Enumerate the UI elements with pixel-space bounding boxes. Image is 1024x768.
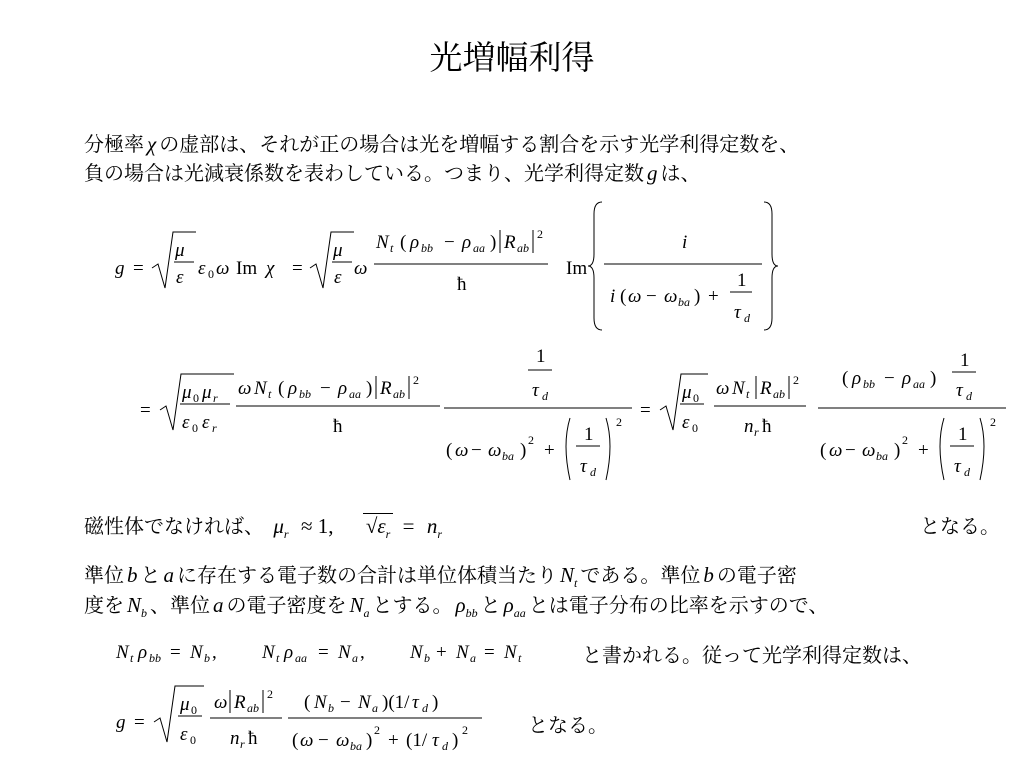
approx-one: ≈ 1, (300, 514, 334, 538)
eq2-d-b: d (590, 465, 596, 479)
eq2-sub0-a: 0 (193, 391, 199, 405)
eq2-Nt-b: N (732, 378, 745, 399)
rel-eq-2: = (318, 642, 329, 663)
eq-equals-2: = (292, 258, 303, 279)
eq2-big-paren-left-b (940, 418, 944, 480)
g-symbol: g (647, 161, 658, 185)
rel-eq-3: = (484, 642, 495, 663)
eq2-one-b: 1 (584, 424, 594, 445)
eq2-Nt: N (254, 378, 267, 399)
rho-aa-inline (501, 593, 529, 621)
eq2-rho-bb: ρ (288, 378, 298, 399)
eq2-sq-4: 2 (793, 373, 799, 387)
final-eps0-sub: 0 (190, 733, 196, 747)
para2-lead: 磁性体でなければ、 (84, 514, 264, 538)
eq2-ba-sub: ba (502, 449, 514, 463)
brace-right (764, 202, 778, 330)
sqrt-sign-1 (152, 232, 196, 288)
n-r-sub: r (437, 527, 443, 542)
final-paren-5: ) (366, 730, 373, 751)
para3-to: と (140, 563, 161, 587)
eq-one-1: 1 (737, 270, 747, 291)
eq-omega-2: ω (354, 258, 368, 279)
eq2-hbar: ħ (333, 416, 343, 437)
eq2-d-c: d (966, 389, 972, 403)
Nt-letter: N (560, 563, 575, 587)
eq2-omega-3: ω (716, 378, 730, 399)
eq2-omega-2: ω (455, 440, 469, 461)
rel-a-sub-2: a (470, 651, 476, 665)
final-mu0-sub: 0 (191, 703, 197, 717)
final-tau-1: τ (412, 692, 419, 713)
para2-tail: となる。 (920, 514, 1000, 538)
final-d-2: d (442, 739, 448, 753)
eq2-hbar-b: ħ (762, 416, 772, 437)
eq2-omega-4: ω (829, 440, 843, 461)
final-minus-2: − (318, 730, 329, 751)
eq2-minus-4: − (845, 440, 856, 461)
eq2-plus-b: + (918, 440, 929, 461)
para1-line1 (84, 131, 799, 157)
eq2-big-paren-left (566, 418, 570, 480)
rel-Nt-1: N (116, 642, 129, 663)
eq-aa-sub: aa (473, 241, 485, 255)
eq2-sub0-c: 0 (693, 391, 699, 405)
eq2-r-sub: r (754, 425, 759, 439)
rel-Na: N (338, 642, 351, 663)
eq-mu-2: μ (333, 240, 343, 261)
eq2-r-a: r (213, 391, 218, 405)
final-Na: N (358, 692, 371, 713)
para2-line (84, 513, 445, 547)
eq-R: R (504, 232, 516, 253)
eq2-sq-2: 2 (528, 433, 534, 447)
final-ab: ab (247, 701, 259, 715)
eq2-equals-1: = (140, 400, 151, 421)
equation-line-1 (115, 202, 778, 330)
eq-mu-1: μ (175, 240, 185, 261)
mu-r: μ (273, 514, 284, 538)
rel-t-2: t (276, 651, 280, 665)
final-d-1: d (422, 701, 428, 715)
eq-equals-1: = (133, 258, 144, 279)
eq-eps-2: ε (334, 267, 342, 288)
rel-Nt-2: N (262, 642, 275, 663)
Nb-sub: b (141, 606, 148, 621)
eq2-sq-6: 2 (990, 415, 996, 429)
eq2-tau-d: τ (954, 456, 961, 477)
eq2-big-paren-right (606, 418, 610, 480)
level-b: b (127, 563, 138, 587)
eq2-minus: − (320, 378, 331, 399)
level-b-2: b (703, 563, 714, 587)
eq2-sq-3: 2 (616, 415, 622, 429)
rel-b-sub-2: b (424, 651, 430, 665)
final-paren-7: ) (452, 730, 459, 751)
Na-inline (347, 593, 373, 621)
eq2-mur: μ (202, 382, 212, 403)
eq-im-2: Im (566, 258, 588, 279)
eq2-paren-close-2: ) (520, 440, 527, 461)
rel-b-sub: b (204, 651, 210, 665)
rel-a-sub: a (352, 651, 358, 665)
eq2-eps0-b: ε (682, 412, 690, 433)
Nt-sub: t (574, 576, 578, 591)
eps-r: ε (377, 514, 386, 538)
para1-text-a: 分極率 (84, 132, 144, 156)
eq2-one-d: 1 (958, 424, 968, 445)
main-gain-equation (0, 190, 1024, 495)
final-mu0: μ (180, 694, 190, 715)
eq2-one-num: 1 (536, 346, 546, 367)
Na-sub: a (363, 606, 370, 621)
final-omega-ba: ω (336, 730, 350, 751)
eq2-big-paren-right-b (980, 418, 984, 480)
para3-line2 (84, 592, 828, 626)
final-Nb: N (314, 692, 327, 713)
final-sq-1: 2 (267, 687, 273, 701)
eq2-ba-b: ba (876, 449, 888, 463)
final-nr-sub: r (240, 737, 245, 751)
final-eq: = (134, 712, 145, 733)
eq2-ab-b: ab (773, 387, 785, 401)
eq-paren-close-2: ) (694, 286, 701, 307)
rel-bb: bb (149, 651, 161, 665)
eq-paren-open: ( (400, 232, 407, 253)
rho-bb-letter: ρ (455, 593, 466, 617)
eq-sub0: 0 (208, 267, 214, 281)
rho-bb-sub: bb (465, 606, 478, 621)
mu-r-sub: r (283, 527, 289, 542)
final-paren-3: ) (432, 692, 439, 713)
para3-to2: と (480, 593, 501, 617)
final-paren-1: ( (304, 692, 311, 713)
eq-rho-aa: ρ (462, 232, 472, 253)
eq2-omega: ω (238, 378, 252, 399)
final-paren-2: )(1/ (382, 692, 410, 713)
para3-i: とは電子分布の比率を示すので、 (528, 593, 829, 617)
para1-text-b: の虚部は、それが正の場合は光を増幅する割合を示す光学利得定数を、 (159, 132, 800, 156)
eq-paren-open-2: ( (620, 286, 627, 307)
rel-plus: + (436, 642, 447, 663)
eq-minus-1: − (444, 232, 455, 253)
rel-Na-2: N (456, 642, 469, 663)
eq-tau-1: τ (734, 302, 741, 323)
eq2-bb-sub: bb (299, 387, 311, 401)
para3-c-text: である。準位 (580, 563, 701, 587)
final-tail: となる。 (528, 713, 608, 737)
para1-text-d: は、 (660, 161, 701, 185)
eq-bb-sub: bb (421, 241, 433, 255)
rel-aa: aa (295, 651, 307, 665)
eq2-sub0-b: 0 (192, 421, 198, 435)
eq2-paren-open-4: ( (820, 440, 827, 461)
eq2-square: 2 (413, 373, 419, 387)
brace-left (588, 202, 602, 330)
rel-comma-2: , (360, 642, 365, 663)
eq2-rho-bb-b: ρ (852, 368, 862, 389)
eq2-paren-close-3: ) (930, 368, 937, 389)
rel-Nb: N (190, 642, 203, 663)
eq2-d-num: d (542, 389, 548, 403)
eq2-R-b: R (760, 378, 772, 399)
eq2-rho-aa-b: ρ (902, 368, 912, 389)
rel-t-1: t (130, 651, 134, 665)
eq2-paren-close-4: ) (894, 440, 901, 461)
eq-sign: = (402, 514, 415, 538)
equation-line-2 (140, 346, 1006, 480)
eq-i-num: i (682, 232, 688, 253)
eq2-aa-b: aa (913, 377, 925, 391)
level-a-2: a (213, 593, 224, 617)
level-a: a (163, 563, 174, 587)
sqrt-eps-r: $√\varepsilon_r$ (363, 513, 393, 538)
eq2-epsr: ε (202, 412, 210, 433)
eq2-eps0: ε (182, 412, 190, 433)
eq-d-sub-1: d (744, 311, 750, 325)
eq2-mu0: μ (182, 382, 192, 403)
rel-rho-bb: ρ (138, 642, 148, 663)
eq2-one-c: 1 (960, 350, 970, 371)
rho-aa-letter: ρ (503, 593, 514, 617)
eq-hbar: ħ (457, 274, 467, 295)
eq-i-den: i (610, 286, 616, 307)
rel-rho-aa: ρ (284, 642, 294, 663)
eq2-omega-ba-b: ω (862, 440, 876, 461)
para3-h: とする。 (372, 593, 453, 617)
para3-e: 度を (84, 593, 124, 617)
eq2-d-d: d (964, 465, 970, 479)
final-b: b (328, 701, 334, 715)
rho-bb-inline (453, 593, 481, 621)
eq-Nt: N (376, 232, 389, 253)
eq-chi: χ (266, 258, 275, 279)
eq-rho-bb: ρ (410, 232, 420, 253)
rel-Nt-3: N (504, 642, 517, 663)
sqrt-sign-2 (310, 232, 354, 288)
final-R: R (234, 692, 246, 713)
relations-tail: と書かれる。従って光学利得定数は、 (582, 643, 922, 667)
final-omega-2: ω (300, 730, 314, 751)
n-r (424, 514, 445, 542)
final-nr: n (230, 728, 240, 749)
eq2-ab-sub: ab (393, 387, 405, 401)
Nb-letter: N (127, 593, 142, 617)
eq2-minus-2: − (471, 440, 482, 461)
final-minus-1: − (340, 692, 351, 713)
eq-square: 2 (537, 227, 543, 241)
eq2-paren-open-2: ( (446, 440, 453, 461)
final-tau-2: τ (432, 730, 439, 751)
eq2-tau-c: τ (956, 380, 963, 401)
rel-t-3: t (518, 651, 522, 665)
final-plus: + (388, 730, 399, 751)
Nb-inline (124, 593, 150, 621)
para3-f: 、準位 (150, 593, 211, 617)
eq-paren-close: ) (490, 232, 497, 253)
eq2-equals-2: = (640, 400, 651, 421)
eq2-sq-5: 2 (902, 433, 908, 447)
eq-t-sub: t (390, 241, 394, 255)
final-eps0: ε (180, 724, 188, 745)
eq2-paren-open: ( (278, 378, 285, 399)
final-sq-2: 2 (374, 723, 380, 737)
n-r-letter: n (426, 514, 438, 538)
eq2-minus-3: − (884, 368, 895, 389)
eps-r-sub: r (385, 527, 391, 542)
eq-omega-3: ω (628, 286, 642, 307)
eq-eps0: ε (198, 258, 206, 279)
eq2-aa-sub: aa (349, 387, 361, 401)
eq-minus-2: − (646, 286, 657, 307)
Nt-inline (557, 563, 580, 591)
eq-eps-1: ε (176, 267, 184, 288)
para3-a: 準位 (84, 563, 124, 587)
eq-plus: + (708, 286, 719, 307)
eq-g: g (115, 258, 125, 279)
eq2-mu0-b: μ (682, 382, 692, 403)
eq2-omega-ba: ω (488, 440, 502, 461)
eq2-paren-open-3: ( (842, 368, 849, 389)
mu-r-symbol (270, 514, 291, 542)
eq2-r-b: r (212, 421, 217, 435)
rho-aa-sub: aa (513, 606, 526, 621)
eq2-sub0-d: 0 (692, 421, 698, 435)
eq2-nr: n (744, 416, 754, 437)
Na-letter: N (349, 593, 364, 617)
final-gain-equation (0, 678, 1024, 766)
final-sq-3: 2 (462, 723, 468, 737)
eq2-bb-b: bb (863, 377, 875, 391)
slide-title: 光増幅利得 (429, 38, 595, 77)
para3-g: の電子密度を (226, 593, 347, 617)
eq2-tau-b: τ (580, 456, 587, 477)
rel-comma-1: , (212, 642, 217, 663)
eq-ab-sub: ab (517, 241, 529, 255)
final-omega: ω (214, 692, 228, 713)
para3-d-text: の電子密 (716, 563, 797, 587)
eq2-R: R (380, 378, 392, 399)
final-a: a (372, 701, 378, 715)
eq2-paren-close: ) (366, 378, 373, 399)
eq2-tau-num: τ (532, 380, 539, 401)
eq2-plus: + (544, 440, 555, 461)
para3-b-text: に存在する電子数の合計は単位体積当たり (177, 563, 557, 587)
eq2-rho-aa: ρ (338, 378, 348, 399)
final-ba: ba (350, 739, 362, 753)
final-hbar: ħ (248, 728, 258, 749)
final-g: g (116, 712, 126, 733)
rel-eq-1: = (170, 642, 181, 663)
final-paren-4: ( (292, 730, 299, 751)
para1-text-c: 負の場合は光減衰係数を表わしている。つまり、光学利得定数 (84, 161, 644, 185)
eq2-t-b: t (746, 387, 750, 401)
eq-omega-ba: ω (664, 286, 678, 307)
final-paren-6: (1/ (406, 730, 428, 751)
rel-Nb-2: N (410, 642, 423, 663)
chi-symbol: χ (147, 132, 157, 156)
eq-im-1: Im (236, 258, 258, 279)
para1-line2 (84, 160, 701, 186)
eq2-t-sub: t (268, 387, 272, 401)
eq-ba-sub: ba (678, 295, 690, 309)
eq-omega-1: ω (216, 258, 230, 279)
